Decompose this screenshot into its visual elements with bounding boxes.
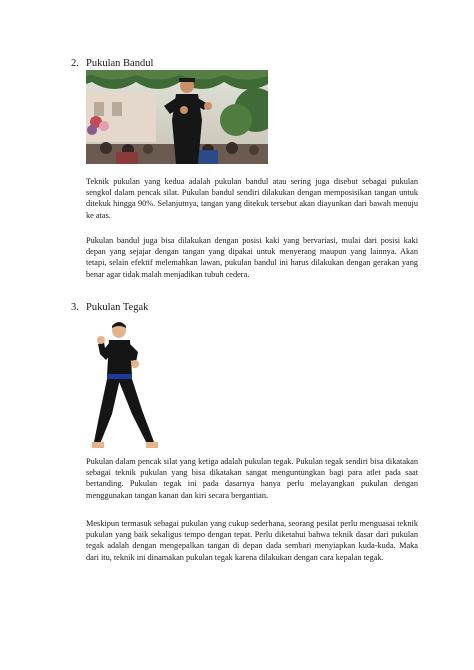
section-title: Pukulan Bandul: [86, 58, 154, 69]
paragraph-tegak-1: Pukulan dalam pencak silat yang ketiga adalah pukulan tegak. Pukulan tegak sendiri bisa dikatakan sebagai teknik pukulan yang bisa dikatakan sangat menguntungkan bagi para atlet pada saat bertanding. Pukulan tegak ini pada dasarnya hanya perlu melayangkan pukulan dengan menggunakan tangan kanan dan kiri secara bergantian.: [86, 457, 418, 500]
paragraph-tegak-2: Meskipun termasuk sebagai pukulan yang cukup sederhana, seorang pesilat perlu menguasai teknik pukulan yang baik sekaligus tempo dengan tepat. Perlu diketahui bahwa teknik dasar dari pukulan tegak adalah dengan mengepalkan tangan di depan dada sembari menyiapkan kuda-kuda. Maka dari itu, teknik ini dinamakan pukulan tegak karena dilakukan dengan cara kepalan tegak.: [86, 519, 418, 562]
section-number: 3.: [71, 302, 79, 313]
paragraph-bandul-2: Pukulan bandul juga bisa dilakukan dengan posisi kaki yang bervariasi, mulai dari posisi kaki depan yang sejajar dengan tangan yang dipakai untuk menyerang maupun yang lainnya. Akan tetapi, selain efektif melemahkan lawan, pukulan bandul ini harus dilakukan dengan gerakan yang benar agar tidak malah menjadikan tubuh cedera.: [86, 236, 418, 279]
pukulan-bandul-photo: [86, 70, 268, 164]
section-heading-pukulan-tegak: [71, 302, 148, 314]
pukulan-tegak-illustration: [92, 318, 160, 452]
paragraph-bandul-1: Teknik pukulan yang kedua adalah pukulan bandul atau sering juga disebut sebagai pukulan sengkol dalam pencak silat. Pukulan bandul sendiri dilakukan dengan memposisikan tangan untuk ditekuk hingga 90%. Selanjutnya, tangan yang ditekuk tersebut akan diayunkan dari bawah menuju ke atas.: [86, 177, 418, 220]
section-title: Pukulan Tegak: [86, 302, 149, 313]
section-heading-pukulan-bandul: [71, 58, 153, 70]
section-number: 2.: [71, 58, 79, 69]
